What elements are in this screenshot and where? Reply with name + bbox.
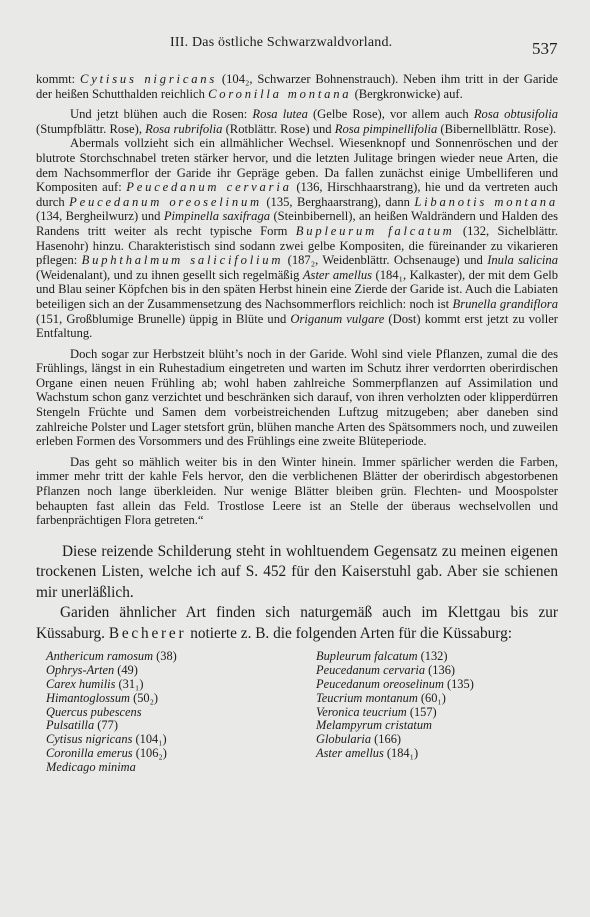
body-paragraph: [36, 542, 558, 604]
species-list-number: (136): [425, 663, 456, 678]
text-run: Das geht so mählich weiter bis in den Winter hinein. Immer spärlicher werden die Farben, immer mehr tritt der kahle Fels hervor, den die verblichenen Blätter der oberirdisch abgestorbenen Pflanzen noch lange überkleiden. Nur wenige Blätter bleiben grün. Flechten- und Moospolster behaupten fast allein das Feld. Trostlose Leere ist an Stelle der überaus wechselvollen und farbenprächtigen Flora getreten.“: [36, 454, 558, 528]
species-name: Brunella grandiflora: [452, 296, 558, 311]
page-number: 537: [532, 39, 558, 58]
species-list-number: (157): [406, 704, 437, 719]
text-run: Gariden ähnlicher Art finden sich naturgemäß auch im Klettgau bis zur Küssaburg.: [36, 604, 558, 642]
species-list-item: [46, 747, 316, 761]
species-list-name: Ophrys-Arten: [46, 663, 115, 678]
quote-paragraph: [36, 347, 558, 449]
species-list-name: Bupleurum falcatum: [316, 649, 418, 664]
species-list-number: (77): [94, 718, 118, 733]
text-run: Und jetzt blühen auch die Rosen:: [70, 107, 253, 122]
species-column-left: [46, 650, 316, 774]
text-run: notierte z. B. die folgenden Arten für die Küssaburg:: [186, 624, 512, 642]
species-list-name: Cytisus nigricans: [46, 732, 133, 747]
species-list-item: [316, 733, 556, 747]
species-list-number: (60₁): [417, 690, 446, 705]
species-list-name: Aster amellus: [316, 745, 384, 760]
species-list-number: (104₁): [132, 732, 167, 747]
text-run: (104₂, Schwarzer Bohnenstrauch). Neben ihm tritt in der Garide der heißen Schutthalden reichlich: [36, 72, 558, 101]
species-list-name: Medicago minima: [46, 759, 136, 774]
page-header: [0, 35, 590, 57]
species-list-number: (50₂): [130, 690, 159, 705]
text-run: (Steinbibernell), an heißen Waldrändern und Halden des Randens tritt weiter als recht typische Form: [36, 209, 559, 238]
species-name: Bupleurum falcatum: [295, 223, 455, 238]
species-list-number: (184₁): [383, 745, 419, 760]
text-run: (184₁, Kalkaster), der mit dem Gelb und Blau seiner Köpfchen bis in den späten Herbst hinein eine Zierde der Garide ist. Auch die Labiaten beteiligen sich an der Zusammensetzung des Nachsommerflors reichlich: noch ist: [36, 267, 558, 311]
species-name: Rosa pimpinellifolia: [334, 121, 438, 136]
species-list-item: [46, 678, 316, 692]
quote-paragraph: [36, 72, 558, 101]
text-run: (136, Hirschhaarstrang), hie und da vertreten auch durch: [36, 180, 558, 209]
species-list-item: [46, 664, 316, 678]
body-paragraph: [36, 603, 558, 644]
main-text: [36, 542, 558, 645]
species-name: Cytisus nigricans: [80, 72, 218, 86]
species-name: Rosa rubrifolia: [145, 121, 223, 136]
species-list-name: Veronica teucrium: [316, 704, 407, 719]
species-list-number: (132): [417, 649, 448, 664]
quote-paragraph: [36, 136, 558, 340]
species-list-item: [316, 678, 556, 692]
species-list-item: [316, 747, 556, 761]
species-name: Inula salicina: [487, 253, 558, 268]
species-list-name: Peucedanum cervaria: [316, 663, 426, 678]
species-name: Buphthalmum salicifolium: [81, 253, 284, 268]
species-list-name: Quercus pubescens: [46, 704, 142, 719]
quote-paragraph: [36, 455, 558, 528]
species-list-number: (166): [371, 732, 402, 747]
species-list-item: [46, 692, 316, 706]
species-list-number: (31₁): [115, 676, 144, 691]
text-run: (134, Bergheilwurz) und: [36, 209, 164, 224]
species-list-name: Peucedanum oreoselinum: [316, 676, 444, 691]
species-name: Peucedanum cervaria: [126, 180, 292, 195]
species-list-name: Anthericum ramosum: [46, 649, 154, 664]
text-run: (Weidenalant), und zu ihnen gesellt sich regelmäßig: [36, 267, 303, 282]
species-column-right: [316, 650, 556, 774]
text-run: (Gelbe Rose), vor allem auch: [307, 107, 474, 122]
species-list-item: [46, 719, 316, 733]
species-name: Peucedanum oreoselinum: [69, 194, 262, 209]
text-run: (Bergkronwicke) auf.: [351, 86, 463, 101]
species-list-item: [46, 650, 316, 664]
text-run: (151, Großblumige Brunelle) üppig in Blüte und: [36, 311, 291, 326]
text-run: (Rotblättr. Rose) und: [222, 121, 335, 136]
text-run: (132, Sichelblättr. Hasenohr) hinzu. Charakteristisch sind sodann zwei gelbe Kompositen, die füreinander zu vikarieren pflegen:: [36, 223, 558, 268]
text-run: (Dost) kommt erst jetzt zu voller Entfaltung.: [36, 311, 558, 341]
species-list-item: [316, 650, 556, 664]
quote-paragraph: [36, 107, 558, 136]
text-run: Abermals vollzieht sich ein allmählicher Wechsel. Wiesenknopf und Sonnenröschen und der blutrote Storchschnabel treten stärker hervor, und die letzten Julitage bringen wieder neue Arten, die dem Nachsommerflor der Garide ihr Gepräge geben. Da fallen zunächst einige Umbelliferen und Kompositen auf:: [36, 136, 558, 195]
species-list-item: [316, 692, 556, 706]
species-name: Coronilla montana: [208, 86, 352, 101]
chapter-title: III. Das östliche Schwarzwaldvorland.: [170, 35, 393, 50]
species-list-name: Teucrium montanum: [316, 690, 418, 705]
text-run: Diese reizende Schilderung steht in wohltuendem Gegensatz zu meinen eigenen trockenen Listen, welche ich auf S. 452 für den Kaiserstuhl gab. Aber sie schienen mir unerläßlich.: [36, 542, 558, 601]
species-name: Libanotis montana: [414, 194, 559, 209]
species-name: Aster amellus: [302, 267, 373, 282]
species-list-item: [46, 733, 316, 747]
species-list-name: Pulsatilla: [46, 718, 95, 733]
quoted-description: [36, 72, 558, 528]
text-run: Doch sogar zur Herbstzeit blüht’s noch in der Garide. Wohl sind viele Pflanzen, zumal die des Frühlings, längst in ein Ruhestadium eingetreten und warten im Schutz ihrer verdorrten oberirdischen Organe einen neuen Frühling ab; wohl haben zahlreiche Sommerpflanzen auf Assimilation und Wachstum schon ganz verzichtet und beschränken sich darauf, von ihren verholzten oder klipperdürren Stengeln Früchte und Samen dem vorbeistreichenden Luftzug mitzugeben; aber daneben sind zahlreiche Polster und Lager stetsfort grün, blühen manche Arten des Spätsommers noch, und zuweilen erleben Formen des Vorsommers und des Frühlings eine zweite Blüteperiode.: [36, 346, 558, 449]
species-list-item: [46, 706, 316, 720]
author-name: Becherer: [108, 624, 187, 642]
text-run: (187₂, Weidenblättr. Ochsenauge) und: [283, 253, 488, 268]
text-run: (Bibernellblättr. Rose).: [437, 121, 557, 136]
species-list-name: Himantoglossum: [46, 690, 130, 705]
text-run: (135, Berghaarstrang), dann: [261, 194, 415, 209]
species-name: Rosa lutea: [252, 107, 308, 122]
species-list-item: [46, 761, 316, 775]
species-list-number: (38): [153, 649, 177, 664]
species-list-item: [316, 664, 556, 678]
species-list: [36, 650, 558, 774]
species-list-name: Melampyrum cristatum: [316, 718, 432, 733]
species-name: Origanum vulgare: [290, 311, 385, 326]
species-list-item: [316, 719, 556, 733]
species-list-name: Carex humilis: [46, 676, 116, 691]
species-list-name: Globularia: [316, 732, 372, 747]
text-run: (Stumpfblättr. Rose),: [36, 121, 146, 136]
species-list-item: [316, 706, 556, 720]
species-list-number: (135): [443, 676, 474, 691]
species-list-number: (106₂): [132, 745, 167, 760]
species-name: Rosa obtusifolia: [473, 107, 558, 122]
species-list-number: (49): [114, 663, 138, 678]
species-name: Pimpinella saxifraga: [163, 209, 271, 224]
page-body: [36, 72, 558, 774]
text-run: kommt:: [36, 72, 81, 86]
species-list-name: Coronilla emerus: [46, 745, 133, 760]
